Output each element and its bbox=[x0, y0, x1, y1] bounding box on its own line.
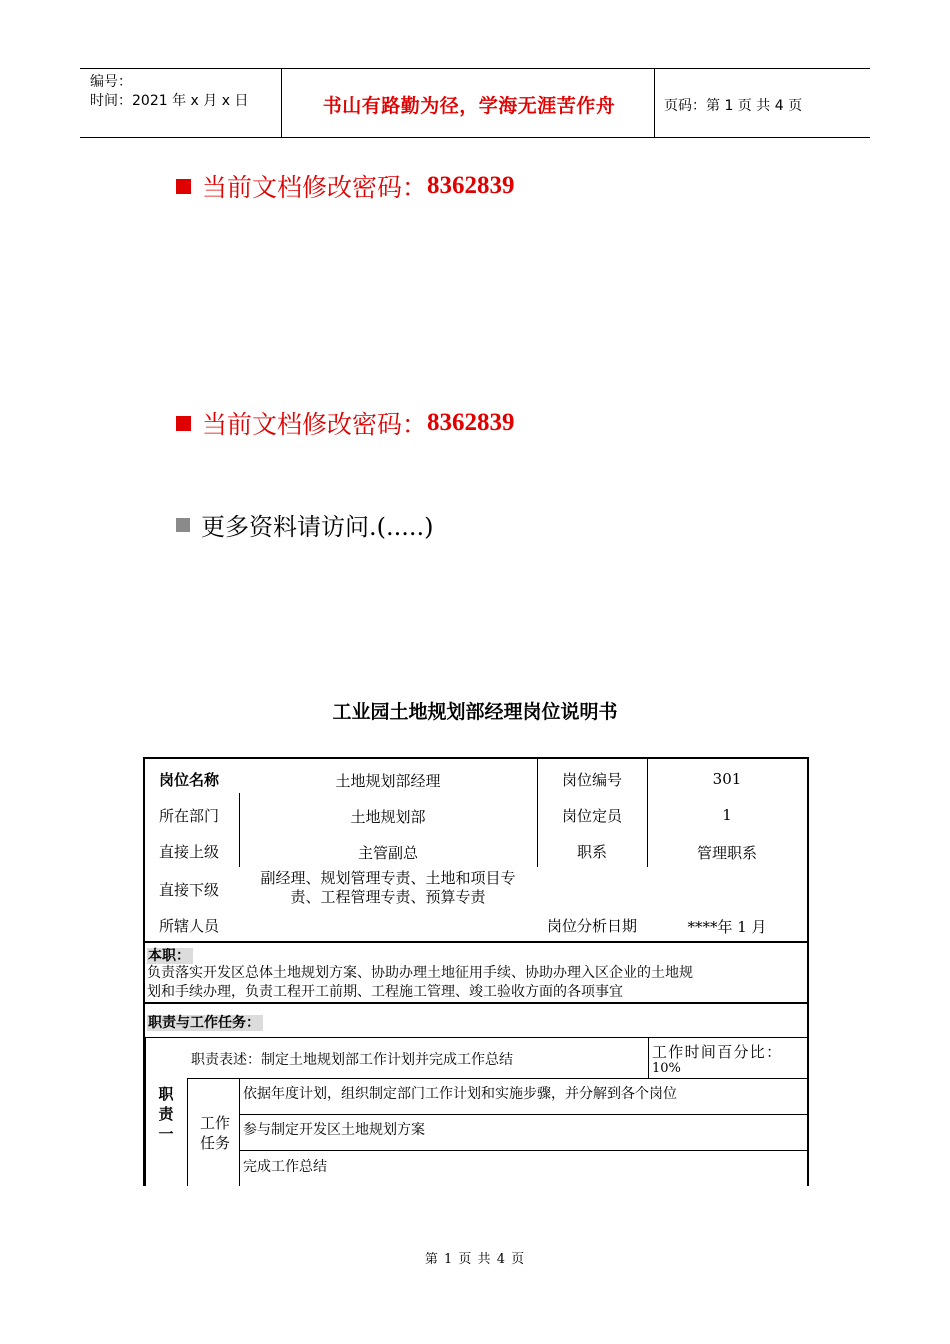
task-item: 完成工作总结 bbox=[243, 1159, 327, 1175]
document-title: 工业园土地规划部经理岗位说明书 bbox=[332, 701, 618, 723]
password-notice bbox=[176, 168, 515, 204]
job-family-value: 管理职系 bbox=[696, 844, 757, 862]
grid-line bbox=[145, 1002, 807, 1004]
page-header bbox=[80, 68, 870, 138]
header-meta bbox=[90, 73, 248, 111]
time-percentage-value: 10% bbox=[652, 1061, 681, 1076]
gray-square-bullet-icon bbox=[176, 518, 190, 532]
password-code: 8362839 bbox=[427, 172, 515, 199]
position-name-label: 岗位名称 bbox=[159, 771, 220, 789]
summary-line: 划和手续办理，负责工程开工前期、工程施工管理、竣工验收方面的各项事宜 bbox=[147, 984, 623, 1000]
grid-line bbox=[239, 1114, 807, 1115]
password-notice bbox=[176, 405, 515, 441]
header-time: 时间：2021 年 x 月 x 日 bbox=[90, 93, 249, 109]
duty-statement: 职责表述：制定土地规划部工作计划并完成工作总结 bbox=[191, 1052, 513, 1068]
analysis-date-label: 岗位分析日期 bbox=[546, 917, 637, 935]
job-family-label: 职系 bbox=[576, 843, 607, 861]
duties-label: 职责与工作任务： bbox=[147, 1012, 263, 1032]
superior-label: 直接上级 bbox=[159, 843, 220, 861]
department-value: 土地规划部 bbox=[350, 808, 426, 826]
summary-label: 本职： bbox=[147, 945, 193, 965]
headcount-label: 岗位定员 bbox=[561, 807, 622, 825]
subordinates-line: 副经理、规划管理专责、土地和项目专 bbox=[260, 869, 516, 887]
grid-line bbox=[239, 1150, 807, 1151]
red-square-bullet-icon bbox=[176, 416, 191, 431]
grid-line bbox=[239, 1078, 240, 1186]
page-footer: 第 1 页 共 4 页 bbox=[424, 1252, 526, 1267]
position-code-value: 301 bbox=[712, 770, 742, 788]
summary-line: 负责落实开发区总体土地规划方案、协助办理土地征用手续、协助办理入区企业的土地规 bbox=[147, 965, 693, 981]
staff-label: 所辖人员 bbox=[159, 917, 220, 935]
red-square-bullet-icon bbox=[176, 179, 191, 194]
more-info-notice bbox=[176, 507, 434, 542]
task-item: 依据年度计划，组织制定部门工作计划和实施步骤，并分解到各个岗位 bbox=[243, 1086, 677, 1102]
time-percentage-label: 工作时间百分比： bbox=[652, 1043, 783, 1061]
job-description-table bbox=[143, 757, 809, 1186]
header-motto: 书山有路勤为径，学海无涯苦作舟 bbox=[322, 95, 616, 117]
analysis-date-value: ****年 1 月 bbox=[687, 918, 767, 936]
subordinates-line: 责、工程管理专责、预算专责 bbox=[290, 888, 486, 906]
subordinates-label: 直接下级 bbox=[159, 881, 220, 899]
grid-line bbox=[145, 941, 807, 943]
password-code: 8362839 bbox=[427, 409, 515, 436]
tasks-label: 工作 任务 bbox=[199, 1114, 230, 1152]
position-code-label: 岗位编号 bbox=[561, 771, 622, 789]
grid-line bbox=[187, 1078, 188, 1186]
task-item: 参与制定开发区土地规划方案 bbox=[243, 1122, 425, 1138]
subordinates-value bbox=[239, 869, 537, 907]
header-page-number: 页码：第 1 页 共 4 页 bbox=[664, 98, 803, 114]
summary-text bbox=[147, 964, 805, 1002]
grid-line bbox=[648, 1038, 649, 1078]
grid-line bbox=[187, 1078, 807, 1079]
password-prefix: 当前文档修改密码： bbox=[202, 173, 428, 202]
superior-value: 主管副总 bbox=[357, 844, 418, 862]
position-name-value: 土地规划部经理 bbox=[335, 772, 441, 790]
header-number: 编号： bbox=[90, 74, 132, 90]
headcount-value: 1 bbox=[722, 806, 732, 824]
grid-line bbox=[145, 1037, 807, 1038]
duty-one-label: 职 责 一 bbox=[158, 1085, 174, 1143]
password-prefix: 当前文档修改密码： bbox=[202, 410, 428, 439]
more-info-text: 更多资料请访问.(.....) bbox=[201, 513, 434, 541]
department-label: 所在部门 bbox=[159, 807, 220, 825]
grid-line bbox=[145, 1038, 146, 1186]
